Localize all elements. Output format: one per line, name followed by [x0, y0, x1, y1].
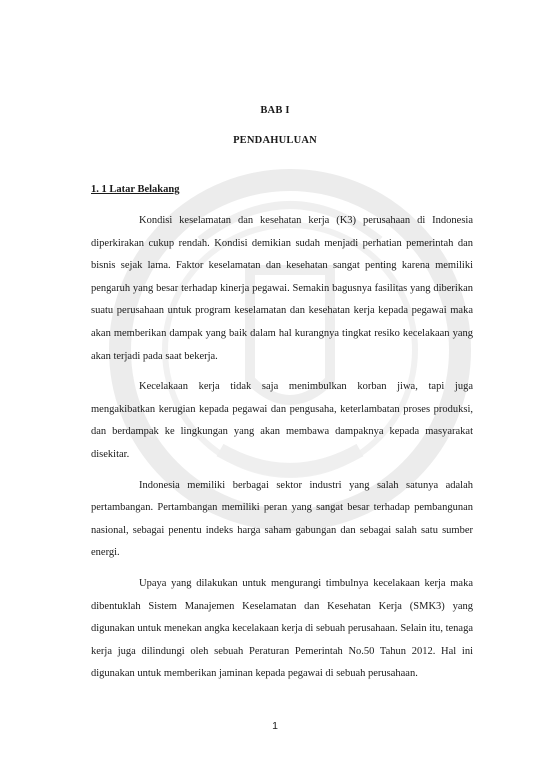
chapter-title: PENDAHULUAN	[233, 135, 317, 146]
page-number: 1	[272, 720, 278, 732]
paragraph: Kondisi keselamatan dan kesehatan kerja (K3) perusahaan di Indonesia diperkirakan cukup rendah. Kondisi demikian sudah menjadi perhatian pemerintah dan bisnis sejak lama. Faktor keselamatan dan kesehatan sangat penting karena memiliki pengaruh yang besar terhadap kinerja pegawai. Semakin bagusnya fasilitas yang diberikan suatu perusahaan untuk program keselamatan dan kesehatan kerja kepada pegawai maka akan memberikan dampak yang baik dalam hal kurangnya tingkat resiko kecelakaan yang akan terjadi pada saat bekerja.	[91, 215, 473, 362]
body-text	[91, 210, 473, 694]
chapter-number: BAB I	[260, 105, 290, 116]
paragraph: Upaya yang dilakukan untuk mengurangi timbulnya kecelakaan kerja maka dibentuklah Sistem Manajemen Keselamatan dan Kesehatan Kerja (SMK3) yang digunakan untuk menekan angka kecelakaan kerja di sebuah perusahaan. Selain itu, tenaga kerja juga dilindungi oleh sebuah Peraturan Pemerintah No.50 Tahun 2012. Hal ini digunakan untuk memberikan jaminan kepada pegawai di sebuah perusahaan.	[91, 577, 473, 680]
paragraph: Indonesia memiliki berbagai sektor industri yang salah satunya adalah pertambangan. Pertambangan memiliki peran yang sangat besar terhadap pembangunan nasional, sebagai penentu indeks harga saham gabungan dan sebagai salah satu sumber energi.	[91, 479, 473, 559]
paragraph: Kecelakaan kerja tidak saja menimbulkan korban jiwa, tapi juga mengakibatkan kerugian kepada pegawai dan pengusaha, keterlambatan proses produksi, dan berdampak ke lingkungan yang akan membawa dampaknya kepada masyarakat disekitar.	[91, 381, 473, 460]
section-heading: 1. 1 Latar Belakang	[91, 184, 180, 195]
